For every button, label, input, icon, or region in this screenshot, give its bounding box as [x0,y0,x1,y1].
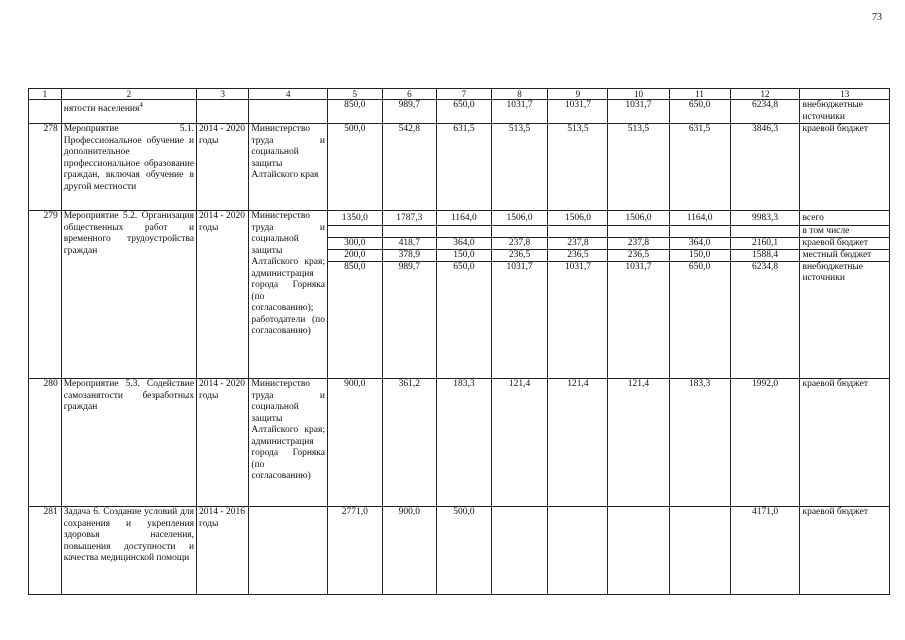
value-cell: 1031,7 [608,100,669,124]
value-cell: 900,0 [382,507,437,595]
funding-source: всего [802,213,824,223]
value-column [730,211,800,379]
value-cell: 200,0 [328,249,382,261]
value-cell: 650,0 [669,100,730,124]
table-row [29,124,890,211]
value-cell: 1350,0 [341,213,368,223]
row-number [29,100,62,124]
value-cell: 1164,0 [451,213,477,223]
value-cell: 850,0 [327,100,382,124]
budget-table [28,88,890,595]
value-cell: 236,5 [492,249,548,261]
column-header: 3 [197,89,249,100]
value-cell: 850,0 [328,261,382,273]
column-header: 6 [382,89,437,100]
executor [249,507,328,595]
value-cell: 1787,3 [396,213,423,223]
value-cell [328,225,382,237]
funding-source: внебюджетные источники [800,100,890,124]
column-header: 11 [669,89,730,100]
measure-name: нятости населения$^4$ [61,100,196,124]
value-cell: 631,5 [437,124,492,211]
period: 2014 - 2020 годы [197,211,249,379]
value-cell: 1164,0 [686,213,713,223]
value-cell: 237,8 [608,237,668,249]
value-cell: 4171,0 [730,507,800,595]
page-number: 73 [872,12,882,23]
funding-source: местный бюджет [800,249,889,261]
value-cell: 1506,0 [506,213,533,223]
period: 2014 - 2020 годы [197,124,249,211]
value-column [327,211,382,379]
column-header: 1 [29,89,62,100]
table-row [29,379,890,507]
column-header: 8 [491,89,548,100]
value-cell: 900,0 [327,379,382,507]
footnote-mark: 4 [139,101,143,109]
funding-source: краевой бюджет [800,237,889,249]
value-cell [492,225,548,237]
value-cell: 3846,3 [730,124,800,211]
value-column [382,211,437,379]
value-cell: 631,5 [669,124,730,211]
value-cell: 9983,3 [751,213,779,223]
column-header: 7 [437,89,492,100]
value-cell [670,225,730,237]
value-cell [548,507,608,595]
value-cell: 361,2 [382,379,437,507]
value-cell: 989,7 [383,261,437,273]
value-cell: 650,0 [670,261,730,273]
period: 2014 - 2020 годы [197,379,249,507]
table-row [29,507,890,595]
period [197,100,249,124]
value-cell: 542,8 [382,124,437,211]
value-cell: 121,4 [608,379,669,507]
value-cell: 650,0 [437,261,491,273]
value-cell: 236,5 [548,249,607,261]
value-cell: 513,5 [608,124,669,211]
column-header: 2 [61,89,196,100]
value-cell: 1031,7 [548,261,607,273]
value-column [669,211,730,379]
column-header: 13 [800,89,890,100]
value-cell: 364,0 [437,237,491,249]
value-cell: 183,3 [437,379,492,507]
value-cell: 1031,7 [491,100,548,124]
value-cell: 2771,0 [327,507,382,595]
value-cell: 418,7 [383,237,437,249]
value-cell: 2160,1 [731,237,800,249]
value-cell [608,507,669,595]
value-cell: 6234,8 [730,100,800,124]
value-cell: 237,8 [548,237,607,249]
funding-source: краевой бюджет [800,507,890,595]
value-cell [608,225,668,237]
funding-source-column [800,211,890,379]
value-cell: 1506,0 [564,213,591,223]
measure-name: Мероприятие 5.2. Организация общественных работ и временного трудоустройства граждан [61,211,196,379]
value-column [608,211,669,379]
column-header: 4 [249,89,328,100]
value-cell: 513,5 [548,124,608,211]
column-header: 10 [608,89,669,100]
value-cell: 378,9 [383,249,437,261]
measure-name: Задача 6. Создание условий для сохранения и укрепления здоровья населения, повышения доступности и качества медицинской помощи [61,507,196,595]
funding-source: краевой бюджет [800,379,890,507]
table-row [29,100,890,124]
executor: Министерство труда и социальной защиты Алтайского края; администрация города Горняка (по согласованию) [249,379,328,507]
measure-name: Мероприятие 5.3. Содействие самозанятости безработных граждан [61,379,196,507]
row-number: 279 [29,211,62,379]
value-cell: 150,0 [670,249,730,261]
value-cell: 1588,4 [731,249,800,261]
measure-name: Мероприятие 5.1. Профессиональное обучение и дополнительное профессиональное образование граждан, включая обучение в другой местности [61,124,196,211]
value-cell [437,225,491,237]
value-cell: 1031,7 [492,261,548,273]
table-row [29,211,890,379]
value-cell: 500,0 [437,507,492,595]
value-cell: 500,0 [327,124,382,211]
funding-source: в том числе [800,225,889,237]
value-cell [383,225,437,237]
funding-source: внебюджетные источники [800,261,889,284]
executor [249,100,328,124]
column-header: 9 [548,89,608,100]
value-cell: 650,0 [437,100,492,124]
value-cell [548,225,607,237]
value-cell: 989,7 [382,100,437,124]
executor: Министерство труда и социальной защиты Алтайского края; администрация города Горняка (по согласованию); работодатели (по согласованию) [249,211,328,379]
value-cell [491,507,548,595]
column-header: 12 [730,89,800,100]
value-cell: 364,0 [670,237,730,249]
value-cell: 236,5 [608,249,668,261]
value-cell: 1031,7 [608,261,668,273]
value-cell [669,507,730,595]
value-cell: 150,0 [437,249,491,261]
row-number: 281 [29,507,62,595]
column-header: 5 [327,89,382,100]
value-cell: 121,4 [491,379,548,507]
period: 2014 - 2016 годы [197,507,249,595]
value-cell: 121,4 [548,379,608,507]
value-cell: 1992,0 [730,379,800,507]
value-cell: 1031,7 [548,100,608,124]
value-cell: 183,3 [669,379,730,507]
value-column [437,211,492,379]
value-column [548,211,608,379]
executor: Министерство труда и социальной защиты Алтайского края [249,124,328,211]
row-number: 280 [29,379,62,507]
value-cell: 6234,8 [731,261,800,273]
value-cell: 300,0 [328,237,382,249]
value-cell [731,225,800,237]
column-header-row [29,89,890,100]
value-cell: 513,5 [491,124,548,211]
value-cell: 237,8 [492,237,548,249]
row-number: 278 [29,124,62,211]
funding-source: краевой бюджет [800,124,890,211]
value-cell: 1506,0 [625,213,652,223]
value-column [491,211,548,379]
